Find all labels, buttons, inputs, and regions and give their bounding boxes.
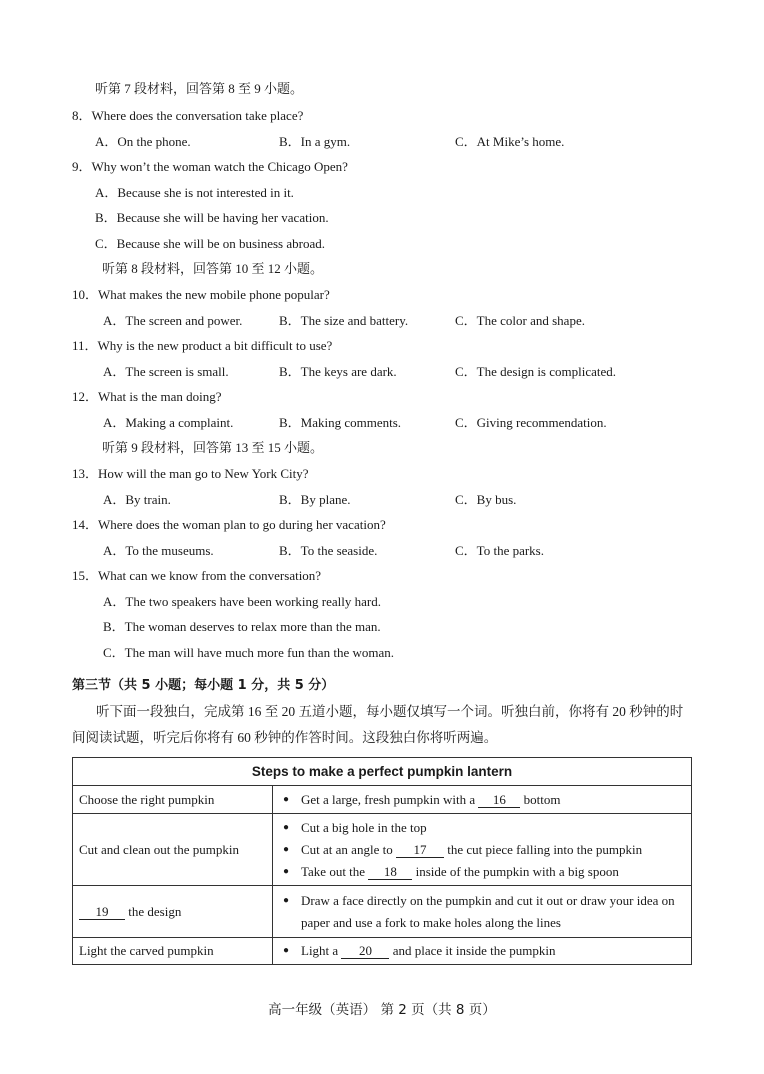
answer-blank-18[interactable]: 18 [368,864,412,880]
step-name: Choose the right pumpkin [73,786,273,814]
page-footer: 高一年级（英语） 第 2 页（共 8 页） [268,1002,496,1018]
option-b: B．The woman deserves to relax more than the man. [103,619,381,634]
detail-bullet: ● Light a 20 and place it inside the pumpkin [301,940,685,962]
table-header-row [73,758,692,786]
step-name: Cut and clean out the pumpkin [73,814,273,886]
detail-bullet: ● Get a large, fresh pumpkin with a 16 bottom [301,789,685,811]
option-b: B．In a gym. [279,134,351,149]
question-stem: 14．Where does the woman plan to go during her vacation? [72,517,386,532]
question-stem: 10．What makes the new mobile phone popular? [72,287,330,302]
option-b: B．Because she will be having her vacation. [95,210,329,225]
detail-bullet: ● Cut a big hole in the top [301,817,685,839]
question-stem: 13．How will the man go to New York City? [72,466,309,481]
question-stem: 9．Why won’t the woman watch the Chicago Open? [72,159,348,174]
listening-intro-8: 听第 8 段材料，回答第 10 至 12 小题。 [102,261,324,276]
answer-blank-19[interactable]: 19 [79,904,125,920]
question-stem: 8．Where does the conversation take place? [72,108,304,123]
option-b: B．The keys are dark. [279,364,397,379]
option-c: C．The color and shape. [455,313,585,328]
option-c: C．By bus. [455,492,517,507]
listening-intro-7: 听第 7 段材料，回答第 8 至 9 小题。 [95,81,304,96]
option-a: A．By train. [103,492,171,507]
option-c: C．Giving recommendation. [455,415,607,430]
table-row [73,786,692,814]
option-a: A．Because she is not interested in it. [95,185,294,200]
table-title: Steps to make a perfect pumpkin lantern [73,758,692,786]
step-name: 19 the design [73,886,273,938]
option-b: B．To the seaside. [279,543,378,558]
table-row [73,886,692,938]
option-a: A．Making a complaint. [103,415,234,430]
option-b: B．The size and battery. [279,313,409,328]
step-details [273,786,692,814]
section-3-title: 第三节（共 5 小题；每小题 1 分，共 5 分） [72,678,335,693]
answer-blank-17[interactable]: 17 [396,842,444,858]
table-row [73,814,692,886]
detail-bullet: ● Cut at an angle to 17 the cut piece falling into the pumpkin [301,839,685,861]
option-a: A．The screen and power. [103,313,243,328]
question-stem: 15．What can we know from the conversation? [72,568,322,583]
option-c: C．Because she will be on business abroad. [95,236,325,251]
step-name: Light the carved pumpkin [73,938,273,965]
option-c: C．To the parks. [455,543,544,558]
answer-blank-16[interactable]: 16 [478,792,520,808]
table-row [73,938,692,965]
step-details [273,814,692,886]
step-details [273,938,692,965]
option-c: C．The man will have much more fun than the woman. [103,645,394,660]
answer-blank-20[interactable]: 20 [341,943,389,959]
question-stem: 11．Why is the new product a bit difficult to use? [72,338,333,353]
detail-bullet: ● Draw a face directly on the pumpkin and cut it out or draw your idea on paper and use a fork to make holes along the lines [301,890,685,934]
option-c: C．The design is complicated. [455,364,617,379]
option-a: A．On the phone. [95,134,191,149]
option-a: A．To the museums. [103,543,214,558]
option-c: C．At Mike’s home. [455,134,565,149]
option-a: A．The screen is small. [103,364,229,379]
section-3-instructions: 听下面一段独白，完成第 16 至 20 五道小题，每小题仅填写一个词。听独白前，你将有 20 秒钟的时间阅读试题，听完后你将有 60 秒钟的作答时间。这段独白你将听两遍。 [72,704,684,745]
option-b: B．By plane. [279,492,351,507]
option-b: B．Making comments. [279,415,402,430]
detail-bullet: ● Take out the 18 inside of the pumpkin with a big spoon [301,861,685,883]
listening-intro-9: 听第 9 段材料，回答第 13 至 15 小题。 [102,440,324,455]
question-stem: 12．What is the man doing? [72,389,222,404]
option-a: A．The two speakers have been working really hard. [103,594,381,609]
step-details [273,886,692,938]
pumpkin-steps-table [72,757,692,965]
